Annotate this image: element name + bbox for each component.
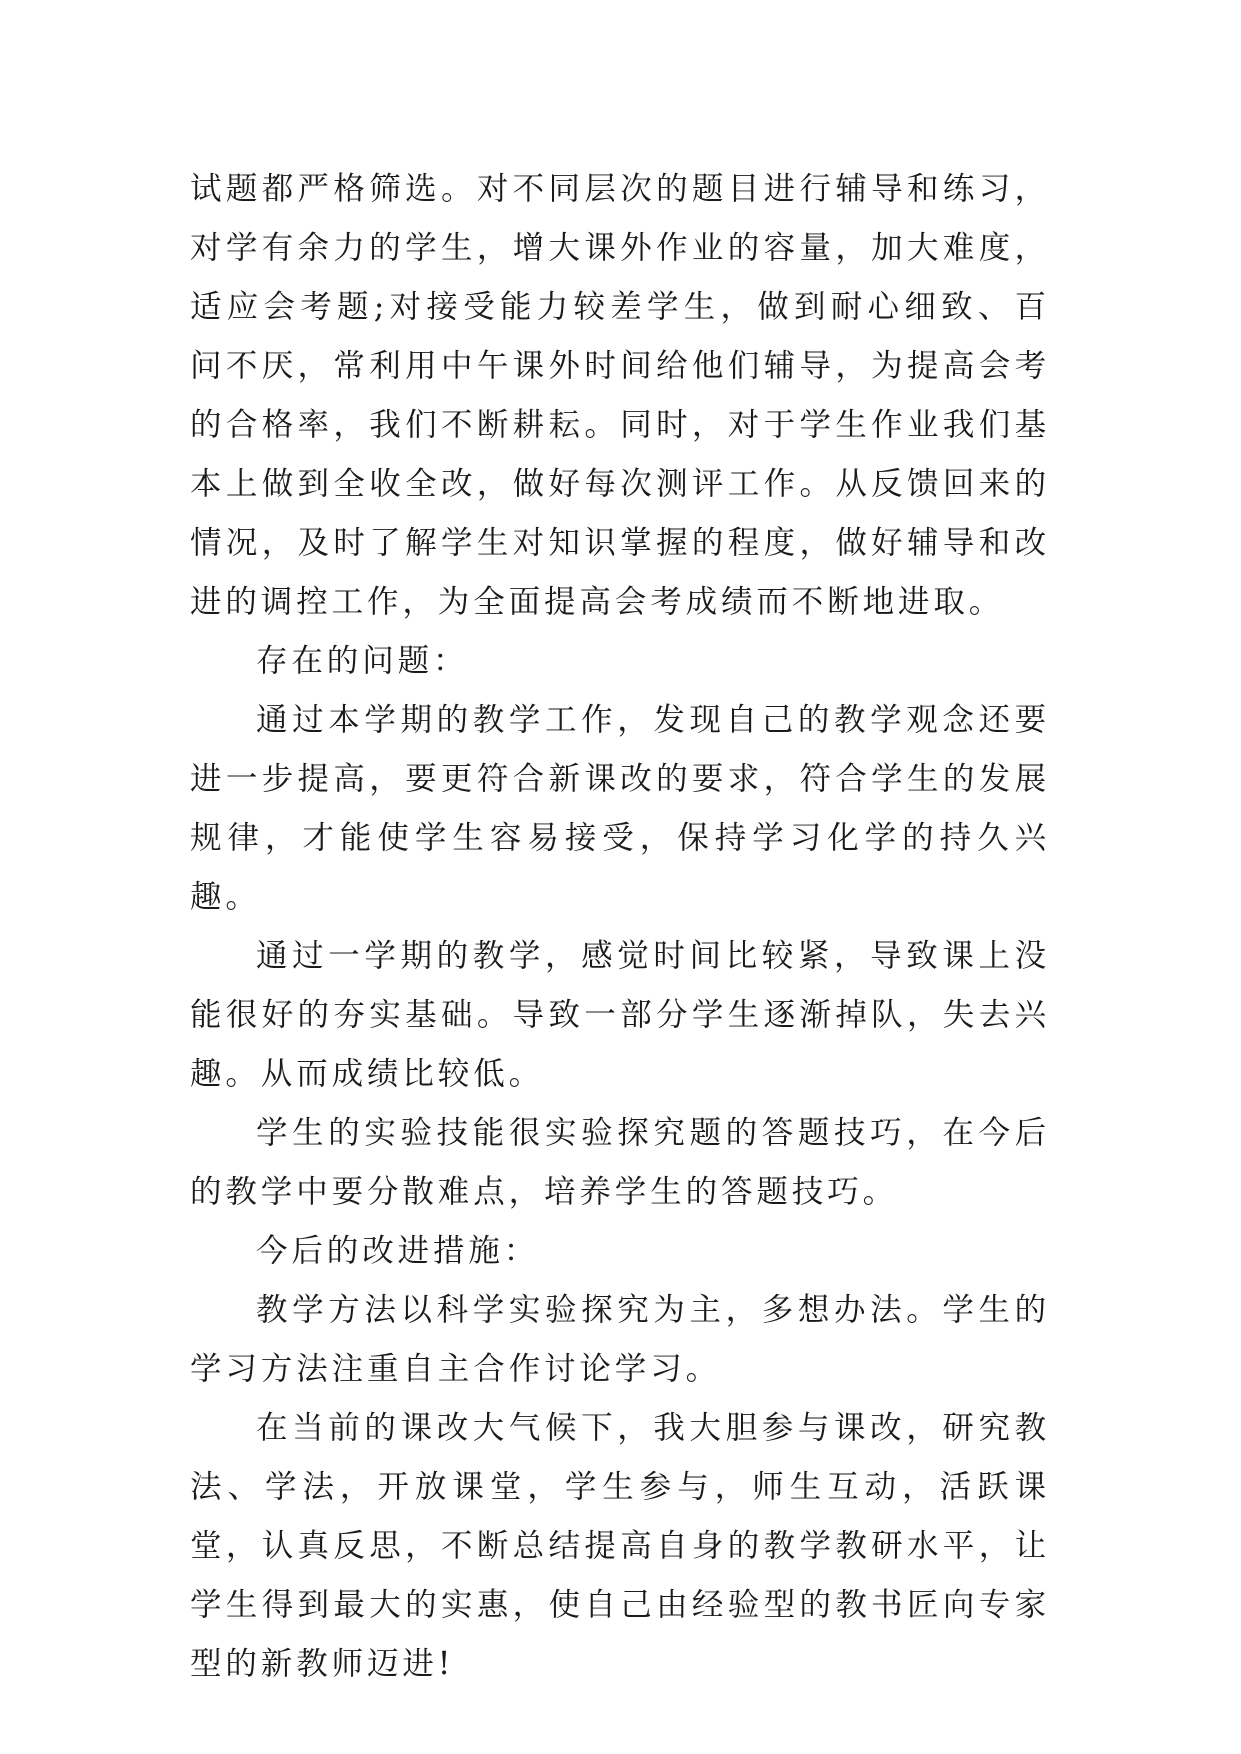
paragraph-teaching-concept: 通过本学期的教学工作，发现自己的教学观念还要进一步提高，要更符合新课改的要求，符合学生的发展规律，才能使学生容易接受，保持学习化学的持久兴趣。 [190,702,1050,915]
document-body [190,160,1050,1694]
paragraph-experiment-skills: 学生的实验技能很实验探究题的答题技巧，在今后的教学中要分散难点，培养学生的答题技巧。 [190,1115,1050,1210]
heading-existing-problems: 存在的问题： [256,643,469,679]
paragraph-1: 试题都严格筛选。对不同层次的题目进行辅导和练习，对学有余力的学生，增大课外作业的容量，加大难度，适应会考题;对接受能力较差学生，做到耐心细致、百问不厌，常利用中午课外时间给他们辅导，为提高会考的合格率，我们不断耕耘。同时，对于学生作业我们基本上做到全收全改，做好每次测评工作。从反馈回来的情况，及时了解学生对知识掌握的程度，做好辅导和改进的调控工作，为全面提高会考成绩而不断地进取。 [190,171,1050,620]
heading-improvement-measures: 今后的改进措施： [256,1233,540,1269]
paragraph-curriculum-reform: 在当前的课改大气候下，我大胆参与课改，研究教法、学法，开放课堂，学生参与，师生互动，活跃课堂，认真反思，不断总结提高自身的教学教研水平，让学生得到最大的实惠，使自己由经验型的教书匠向专家型的新教师迈进! [190,1410,1050,1682]
paragraph-time-pressure: 通过一学期的教学，感觉时间比较紧，导致课上没能很好的夯实基础。导致一部分学生逐渐掉队，失去兴趣。从而成绩比较低。 [190,938,1050,1092]
paragraph-teaching-method: 教学方法以科学实验探究为主，多想办法。学生的学习方法注重自主合作讨论学习。 [190,1292,1050,1387]
